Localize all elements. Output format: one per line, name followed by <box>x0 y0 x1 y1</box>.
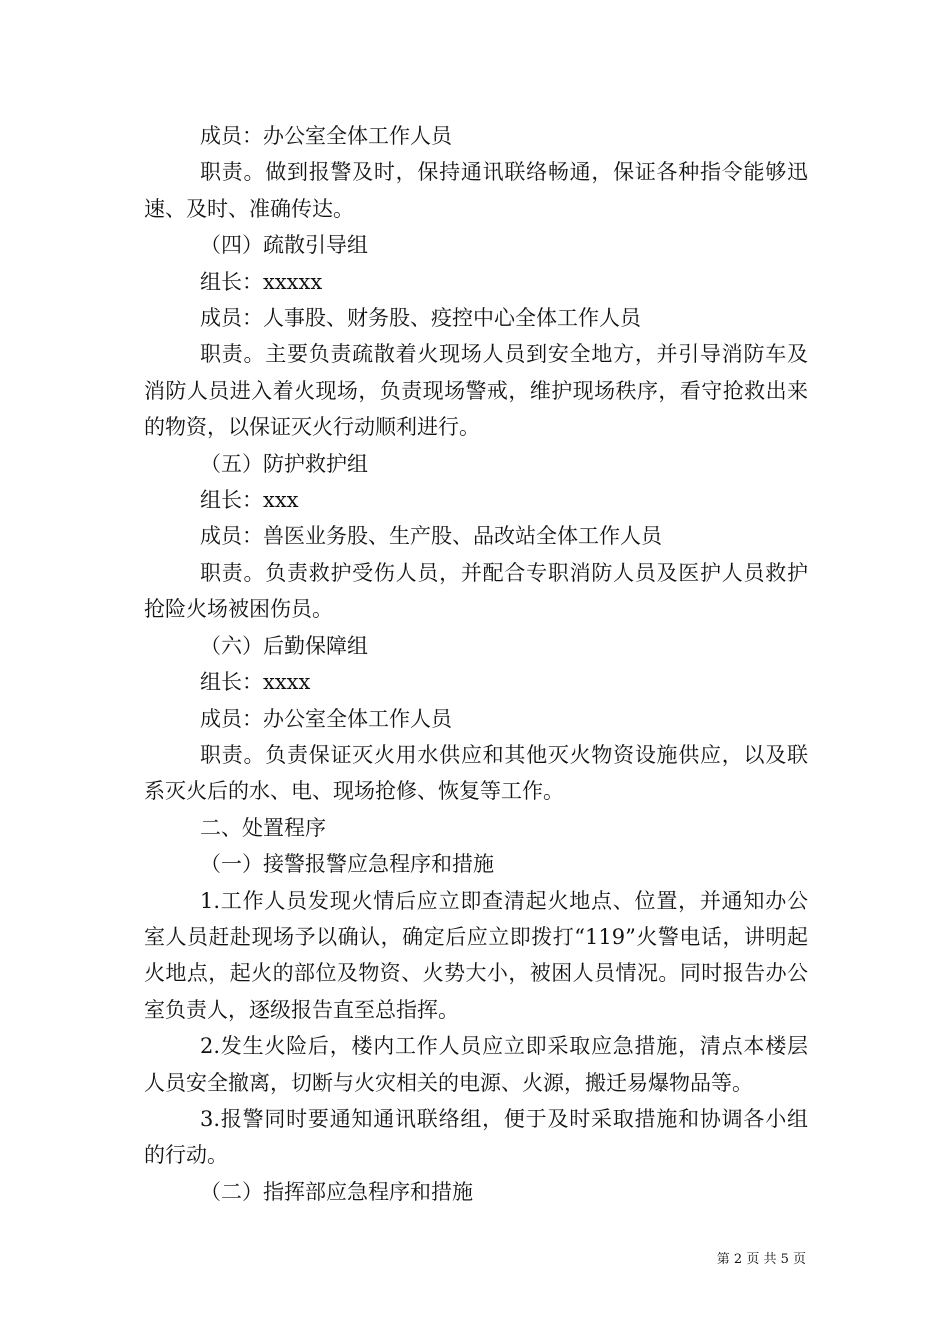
paragraph: 组长：xxxx <box>200 670 311 695</box>
paragraph: 职责。负责救护受伤人员，并配合专职消防人员及医护人员救护抢险火场被困伤员。 <box>144 560 808 622</box>
section-heading: （一）接警报警应急程序和措施 <box>200 852 494 877</box>
document-body <box>144 118 808 1210</box>
paragraph: 成员：人事股、财务股、疫控中心全体工作人员 <box>200 306 641 331</box>
paragraph: 组长：xxx <box>200 488 299 513</box>
paragraph: 3.报警同时要通知通讯联络组，便于及时采取措施和协调各小组的行动。 <box>144 1106 808 1168</box>
section-heading: （六）后勤保障组 <box>200 633 368 658</box>
paragraph: 成员：办公室全体工作人员 <box>200 706 452 731</box>
section-heading: （五）防护救护组 <box>200 451 368 476</box>
section-heading: （二）指挥部应急程序和措施 <box>200 1179 473 1204</box>
paragraph: 组长：xxxxx <box>200 269 323 294</box>
section-heading: 二、处置程序 <box>200 815 326 840</box>
page-number: 第 2 页 共 5 页 <box>716 1252 806 1267</box>
paragraph: 职责。做到报警及时，保持通讯联络畅通，保证各种指令能够迅速、及时、准确传达。 <box>144 160 808 221</box>
paragraph: 职责。主要负责疏散着火现场人员到安全地方，并引导消防车及消防人员进入着火现场，负责现场警戒，维护现场秩序，看守抢救出来的物资，以保证灭火行动顺利进行。 <box>144 342 808 440</box>
paragraph: 1.工作人员发现火情后应立即查清起火地点、位置，并通知办公室人员赶赴现场予以确认，确定后应立即拨打“119”火警电话，讲明起火地点，起火的部位及物资、火势大小，被困人员情况。同时报告办公室负责人，逐级报告直至总指挥。 <box>144 888 808 1022</box>
paragraph: 成员：兽医业务股、生产股、品改站全体工作人员 <box>200 524 662 549</box>
section-heading: （四）疏散引导组 <box>200 233 368 258</box>
paragraph: 2.发生火险后，楼内工作人员应立即采取应急措施，清点本楼层人员安全撤离，切断与火灾相关的电源、火源，搬迁易爆物品等。 <box>144 1034 808 1095</box>
paragraph: 成员：办公室全体工作人员 <box>200 124 452 148</box>
paragraph: 职责。负责保证灭火用水供应和其他灭火物资设施供应，以及联系灭火后的水、电、现场抢修、恢复等工作。 <box>144 742 808 804</box>
